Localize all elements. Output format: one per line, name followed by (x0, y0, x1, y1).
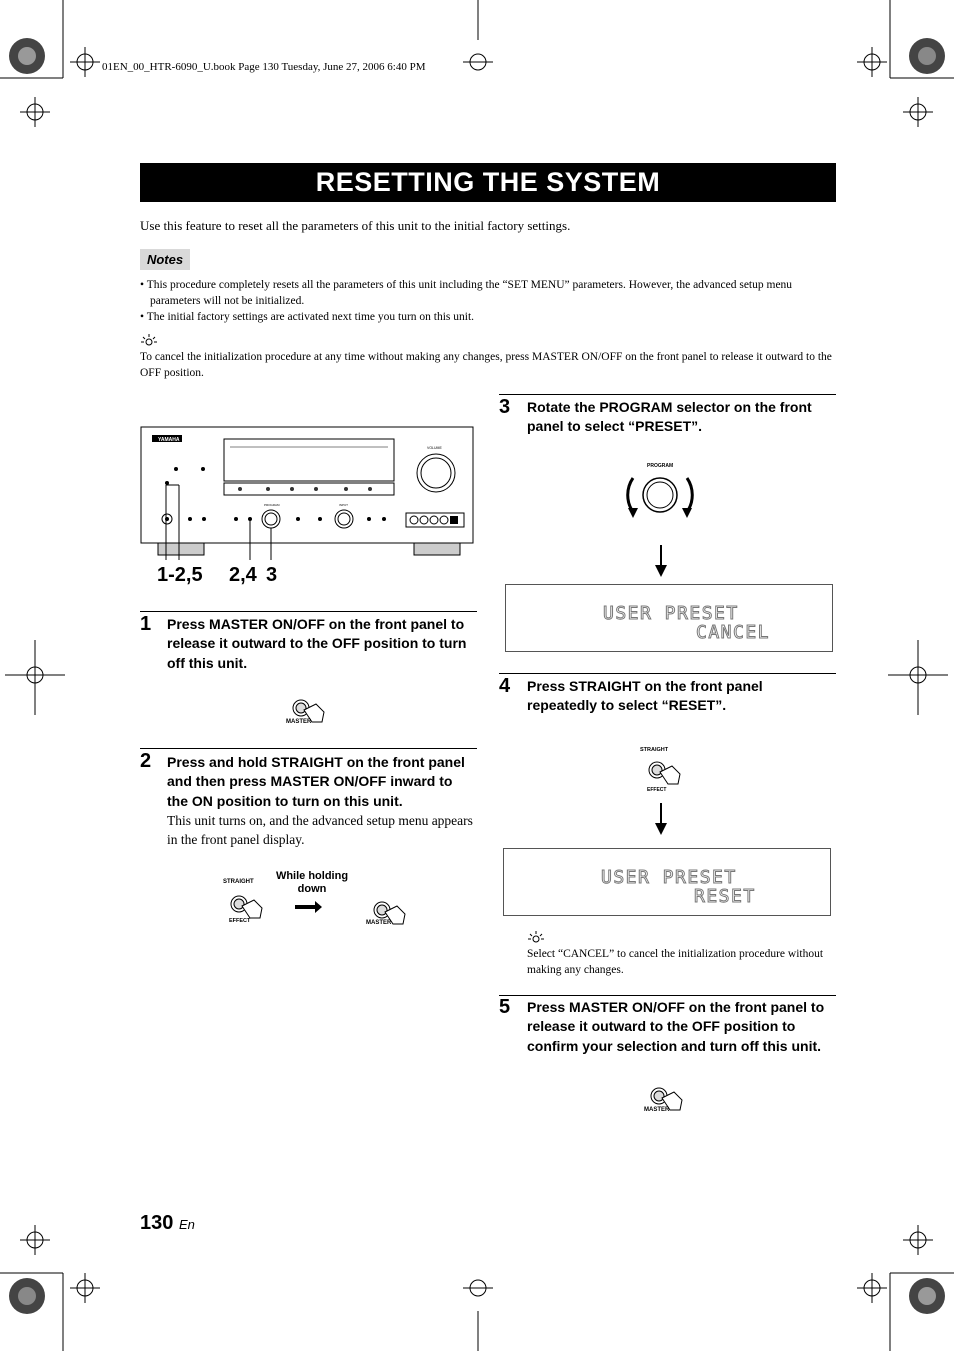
tip-lightbulb-icon (527, 930, 545, 944)
note-item: • The initial factory settings are activated next time you turn on this unit. (140, 311, 475, 323)
tip-lightbulb-icon (140, 333, 158, 347)
while-holding-label: While holding down (275, 870, 349, 895)
down-arrow-icon (654, 545, 668, 577)
step-5-rule (499, 995, 836, 996)
effect-label-2: EFFECT (647, 787, 667, 793)
master-label-3: MASTER (644, 1107, 670, 1113)
page-number: 130 En (140, 1212, 195, 1234)
straight-button-hand-icon (638, 743, 688, 795)
receiver-front-panel (140, 425, 480, 560)
receiver-program-label: PROGRAM (264, 503, 280, 507)
master-label-2: MASTER (366, 920, 392, 926)
effect-label: EFFECT (229, 918, 251, 924)
front-panel-display-cancel (505, 584, 833, 652)
step-1-number: 1 (140, 613, 152, 635)
display-line-2: RESET (694, 886, 756, 907)
callout-step-3: 3 (266, 564, 278, 586)
notes-label: Notes (140, 249, 190, 270)
step-2-rule (140, 748, 477, 749)
step-2-number: 2 (140, 750, 152, 772)
step-4-rule (499, 673, 836, 674)
step-3-instruction: Rotate the PROGRAM selector on the front panel to select “PRESET”. (527, 399, 812, 435)
down-arrow-icon-2 (654, 803, 668, 835)
step-3-number: 3 (499, 396, 511, 418)
step-5-instruction: Press MASTER ON/OFF on the front panel to release it outward to the OFF position to confirm your selection and turn off this unit. (527, 999, 825, 1054)
display-line-2: CANCEL (696, 622, 771, 643)
step-2-instruction: Press and hold STRAIGHT on the front panel and then press MASTER ON/OFF inward to the ON position to turn on this unit. (167, 754, 465, 809)
step-1-instruction: Press MASTER ON/OFF on the front panel to release it outward to the OFF position to turn off this unit. (167, 616, 467, 671)
callout-steps-2-4: 2,4 (229, 564, 257, 586)
display-line-1: USER PRESET (603, 603, 739, 624)
program-selector-label: PROGRAM (647, 463, 674, 469)
intro-text: Use this feature to reset all the parameters of this unit to the initial factory settings. (140, 218, 571, 233)
page-title: RESETTING THE SYSTEM (140, 163, 836, 202)
master-button-label: MASTER (286, 719, 312, 725)
straight-label: STRAIGHT (223, 879, 254, 885)
program-selector-rotate-icon (618, 458, 700, 524)
file-info-header: 01EN_00_HTR-6090_U.book Page 130 Tuesday, June 27, 2006 6:40 PM (102, 61, 426, 73)
step-5-number: 5 (499, 996, 511, 1018)
straight-label-2: STRAIGHT (640, 747, 669, 753)
step-4-number: 4 (499, 675, 511, 697)
receiver-brand: YAMAHA (158, 437, 180, 443)
callout-steps-1-2-5: 1-2,5 (157, 564, 203, 586)
master-button-hand-icon (284, 696, 332, 726)
tip-cancel-text: To cancel the initialization procedure at any time without making any changes, press MASTER ON/OFF on the front panel to release it outward to the OFF position. (140, 351, 832, 379)
master-button-hand-icon-2 (642, 1084, 692, 1114)
display-line-1: USER PRESET (601, 867, 737, 888)
receiver-volume-label: VOLUME (427, 446, 442, 450)
step-2-description: This unit turns on, and the advanced setup menu appears in the front panel display. (167, 813, 473, 847)
receiver-input-label: INPUT (339, 503, 348, 507)
step-3-rule (499, 394, 836, 395)
tip-cancel-select-text: Select “CANCEL” to cancel the initialization procedure without making any changes. (527, 948, 824, 976)
step-4-instruction: Press STRAIGHT on the front panel repeatedly to select “RESET”. (527, 678, 763, 714)
step-1-rule (140, 611, 477, 612)
front-panel-display-reset (503, 848, 831, 916)
notes-list (140, 277, 840, 325)
note-item: • This procedure completely resets all the parameters of this unit including the “SET MENU” parameters. However, the advanced setup menu parameters will not be initialized. (140, 279, 793, 307)
